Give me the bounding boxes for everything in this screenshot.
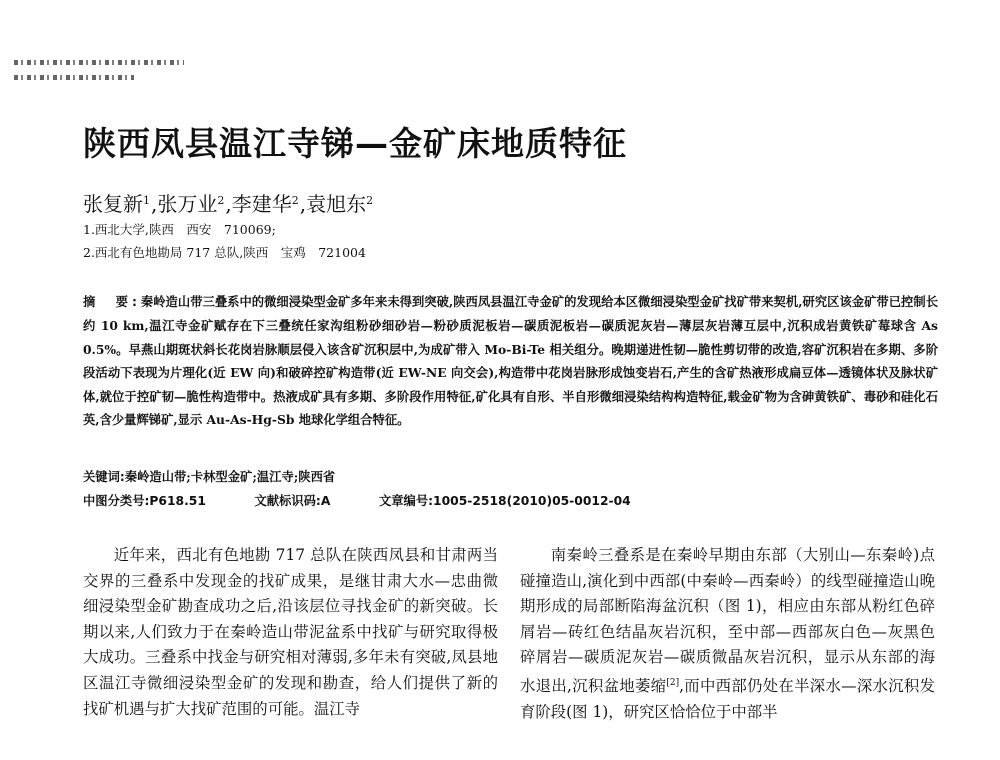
author-list: 张复新$^1$,张万业$^2$,李建华$^2$,袁旭东$^2$ (83, 192, 374, 216)
body-left-column (83, 543, 498, 722)
author-name: 张复新 (83, 192, 143, 216)
keywords-text: 秦岭造山带;卡林型金矿;温江寺;陕西省 (124, 469, 336, 484)
doc-code-label: 文献标识码: (254, 494, 321, 508)
keywords (83, 467, 335, 485)
keywords-label: 关键词: (83, 470, 125, 484)
affiliation-2: 2.西北有色地勘局 717 总队,陕西 宝鸡 721004 (83, 245, 366, 260)
author-name: 袁旭东 (306, 192, 367, 216)
article-number-value: 1005-2518(2010)05-0012-04 (433, 494, 631, 508)
journal-masthead-scan (14, 60, 184, 100)
abstract-text: 秦岭造山带三叠系中的微细浸染型金矿多年来未得到突破,陕西凤县温江寺金矿的发现给本区微细浸染型金矿找矿带来契机,研究区该金矿带已控制长约 10 km,温江寺金矿赋存在下三叠统任家沟组粉砂细砂岩—粉砂质泥板岩—碳质泥板岩—碳质泥灰岩—薄层灰岩薄互层中,沉积成岩黄铁矿莓球含 As 0.5%。早燕山期斑状斜长花岗岩脉顺层侵入该含矿沉积层中,为成矿带入 Mo-Bi-Te 相关组分。晚期递进性韧—脆性剪切带的改造,容矿沉积岩在多期、多阶段活动下表现为片理化(近 EW 向)和破碎控矿构造带(近 EW-NE 向交会),构造带中花岗岩脉形成蚀变岩石,产生的含矿热液形成扁豆体—透镜体状及脉状矿体,就位于控矿韧—脆性构造带中。热液成矿具有多期、多阶段作用特征,矿化具有自形、半自形微细浸染结构构造特征,载金矿物为含砷黄铁矿、毒砂和硅化石英,含少量辉锑矿,显示 Au-As-Hg-Sb 地球化学组合特征。 (83, 294, 938, 428)
class-number-value: P618.51 (149, 494, 206, 508)
doc-code-value: A (320, 494, 331, 508)
affiliation-1: 1.西北大学,陕西 西安 710069; (83, 222, 276, 237)
author-name: 李建华 (231, 192, 292, 216)
reference-marker: [2] (666, 677, 680, 688)
body-paragraph: 南秦岭三叠系是在秦岭早期由东部（大别山—东秦岭)点碰撞造山,演化到中西部(中秦岭—西秦岭）的线型碰撞造山晚期形成的局部断陷海盆沉积（图 1)，相应由东部从粉红色碎屑岩—砖红色结晶灰岩沉积，至中部—西部灰白色—灰黑色碎屑岩—碳质泥灰岩—碳质微晶灰岩沉积，显示从东部的海水退出,沉积盆地萎缩[2],而中西部仍处在半深水—深水沉积发育阶段(图 1)，研究区恰恰位于中部半 (520, 546, 935, 721)
abstract-label: 摘 要: (83, 295, 141, 309)
class-number-label: 中图分类号: (83, 494, 150, 508)
author-name: 张万业 (157, 192, 218, 216)
article-number-label: 文章编号: (378, 494, 434, 508)
body-right-column (520, 543, 935, 725)
body-paragraph: 近年来，西北有色地勘 717 总队在陕西凤县和甘肃两当交界的三叠系中发现金的找矿成果，是继甘肃大水—忠曲微细浸染型金矿勘查成功之后,沿该层位寻找金矿的新突破。长期以来,人们致力于在秦岭造山带泥盆系中找矿与研究取得极大成功。三叠系中找金与研究相对薄弱,多年未有突破,凤县地区温江寺微细浸染型金矿的发现和勘查，给人们提供了新的找矿机遇与扩大找矿范围的可能。温江寺 (83, 546, 498, 718)
abstract (83, 290, 938, 431)
paper-title: 陕西凤县温江寺锑—金矿床地质特征 (83, 124, 627, 163)
classification-line (83, 491, 631, 509)
